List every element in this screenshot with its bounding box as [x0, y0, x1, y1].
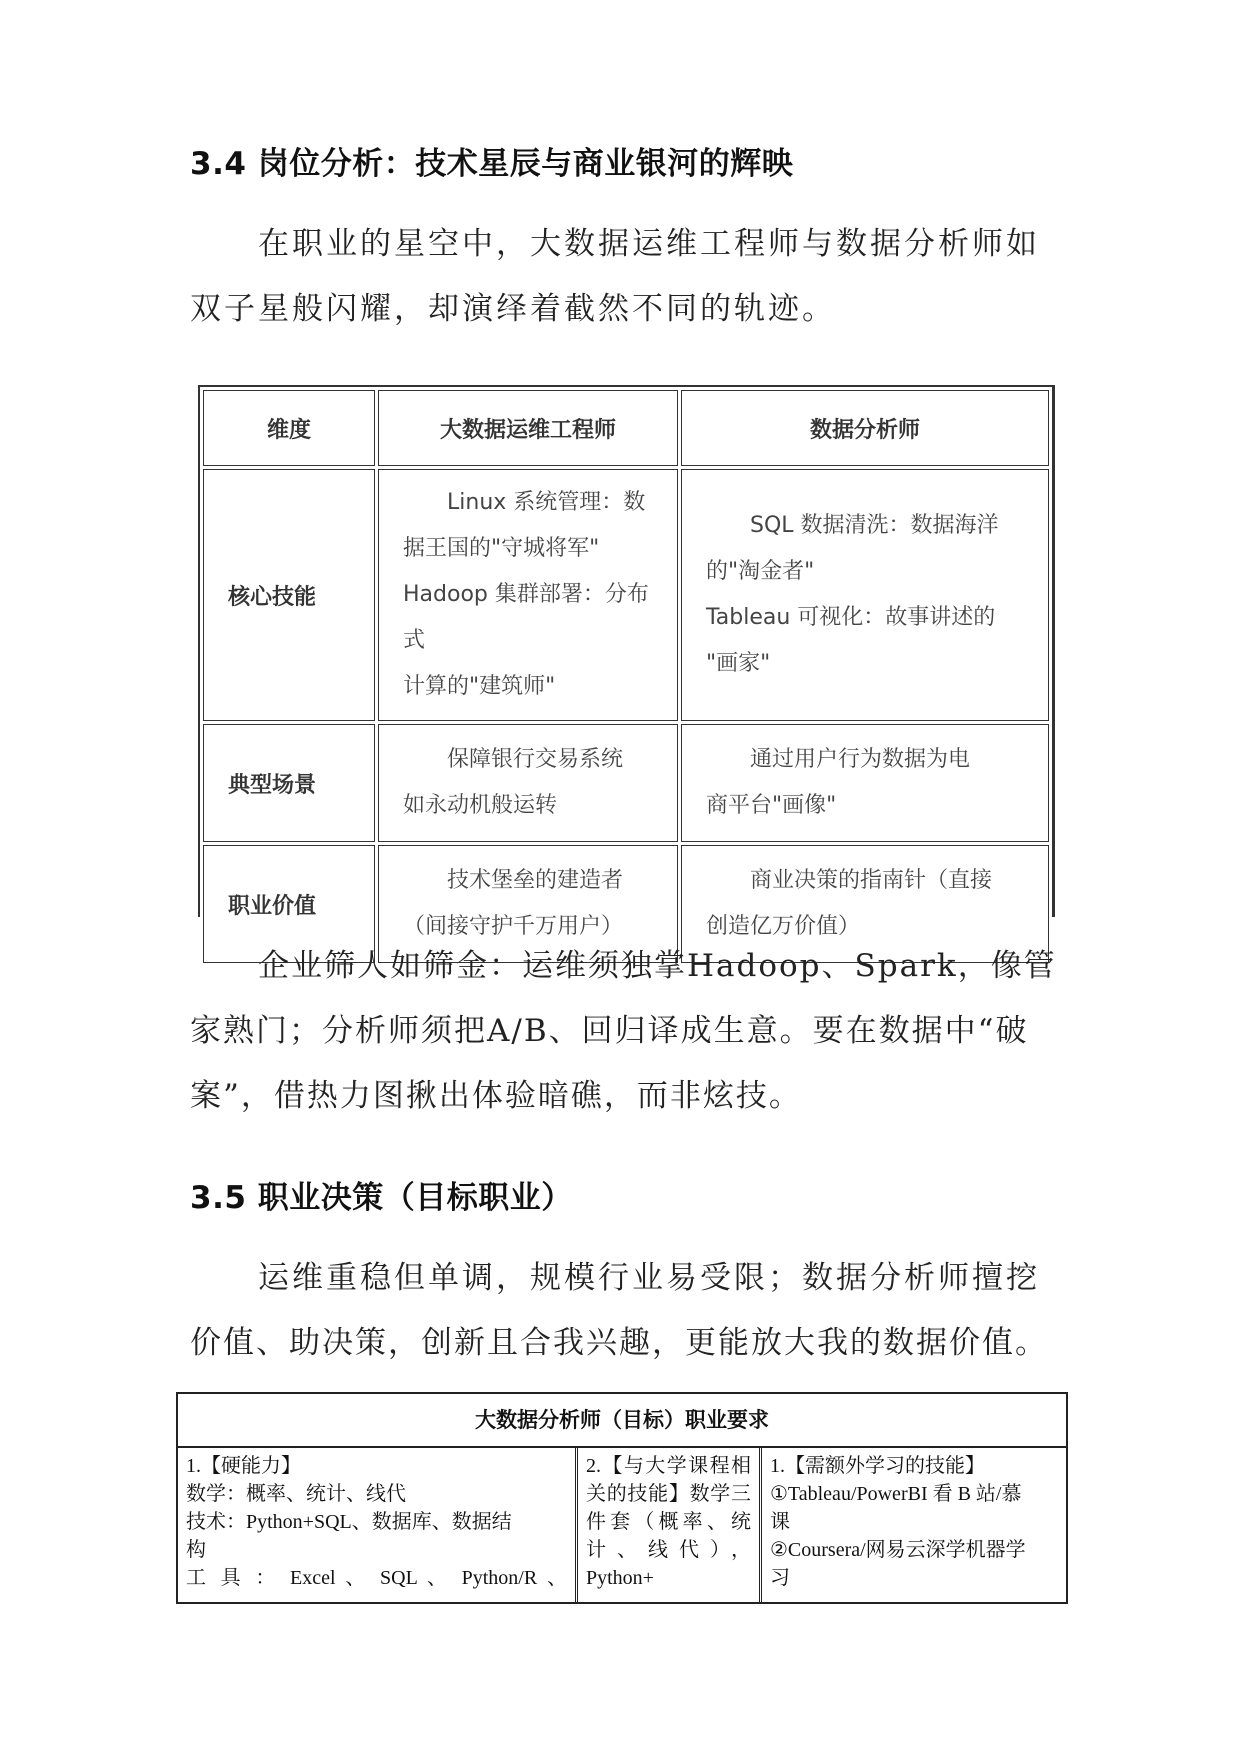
section-3-5-heading: 3.5 职业决策（目标职业）	[190, 1180, 573, 1216]
para2-line-3: 案”，借热力图揪出体验暗礁，而非炫技。	[190, 1078, 802, 1114]
header-ops-engineer: 大数据运维工程师	[378, 390, 678, 466]
intro-line-1: 在职业的星空中，大数据运维工程师与数据分析师如	[258, 226, 1040, 262]
cell-analyst-core-skills: SQL 数据清洗：数据海洋 的"淘金者" Tableau 可视化：故事讲述的 "画家"	[681, 469, 1049, 721]
para3-line-2: 价值、助决策，创新且合我兴趣，更能放大我的数据价值。	[190, 1325, 1048, 1361]
cell-analyst-typical-scenario: 通过用户行为数据为电 商平台"画像"	[681, 724, 1049, 842]
row-label-core-skills: 核心技能	[203, 469, 375, 721]
row-label-typical-scenario: 典型场景	[203, 724, 375, 842]
cell-ops-core-skills: Linux 系统管理：数 据王国的"守城将军" Hadoop 集群部署：分布式 计算的"建筑师"	[378, 469, 678, 721]
intro-line-2: 双子星般闪耀，却演绎着截然不同的轨迹。	[190, 291, 836, 327]
section-3-4-heading: 3.4 岗位分析：技术星辰与商业银河的辉映	[190, 146, 794, 182]
hard-skills-cell: 1.【硬能力】 数学：概率、统计、线代 技术：Python+SQL、数据库、数据结 构 工 具 ： Excel 、 SQL 、 Python/R 、	[178, 1448, 578, 1604]
header-dimension: 维度	[203, 390, 375, 466]
para2-line-2: 家熟门；分析师须把A/B、回归译成生意。要在数据中“破	[190, 1013, 1029, 1049]
cell-ops-career-value: 技术堡垒的建造者 （间接守护千万用户）	[378, 845, 678, 963]
cell-analyst-career-value: 商业决策的指南针（直接 创造亿万价值）	[681, 845, 1049, 963]
extra-skills-cell: 1.【需额外学习的技能】 ①Tableau/PowerBI 看 B 站/慕 课 ②Coursera/网易云深学机器学 习	[770, 1455, 1026, 1589]
row-label-career-value: 职业价值	[203, 845, 375, 963]
header-data-analyst: 数据分析师	[681, 390, 1049, 466]
course-skills-cell: 2.【与大学课程相关的技能】数学三件套（概率、统计、线代），Python+	[578, 1448, 762, 1604]
para2-line-1: 企业筛人如筛金：运维须独掌Hadoop、Spark，像管	[258, 948, 1057, 984]
cell-ops-typical-scenario: 保障银行交易系统 如永动机般运转	[378, 724, 678, 842]
career-requirements-title: 大数据分析师（目标）职业要求	[178, 1394, 1066, 1448]
para3-line-1: 运维重稳但单调，规模行业易受限；数据分析师擅挖	[258, 1260, 1040, 1296]
comparison-table	[198, 385, 1055, 939]
career-requirements-table	[176, 1392, 1068, 1604]
